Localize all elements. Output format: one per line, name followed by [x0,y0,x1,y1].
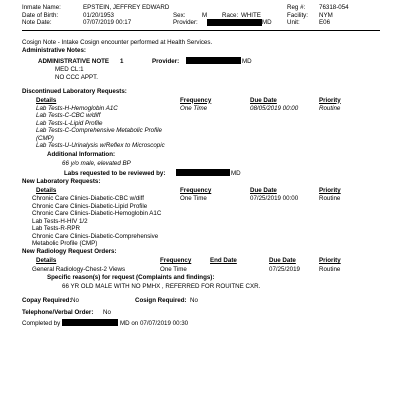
additional-info-text: 66 y/o male, elevated BP [62,159,131,167]
completed-suffix: MD on 07/07/2019 00:30 [120,319,189,327]
discontinued-row-details: Lab Tests-H-Hemoglobin A1C [36,104,118,112]
provider-redaction [207,19,262,26]
radiology-title: New Radiology Request Orders: [22,248,117,255]
radiology-col-details: Details [36,257,57,264]
completed-by-redaction [62,319,118,326]
reviewed-by-suffix: MD [231,170,241,177]
intro-text: Cosign Note - Intake Cosign encounter performed at Health Services. [22,39,213,46]
admin-provider-suffix: MD [242,58,252,65]
discontinued-row-priority: Routine [319,104,341,112]
reason-label: Specific reason(s) for request (Complaints and findings): [47,274,215,281]
new-lab-row-priority: Routine [319,195,341,202]
new-lab-row-details: Chronic Care Clinics-Diabetic-Hemoglobin A1C [32,210,162,217]
discontinued-row-frequency: One Time [180,104,208,112]
discontinued-col-frequency: Frequency [180,96,212,104]
discontinued-row-details: Lab Tests-L-Lipid Profile [36,119,103,127]
dob-label: Date of Birth: [22,11,59,19]
discontinued-row-details: (CMP) [36,134,54,142]
completed-label: Completed by [22,319,61,327]
new-lab-title: New Laboratory Requests: [22,178,101,185]
copay-value: No [71,297,79,304]
discontinued-row-details: Lab Tests-U-Urinalysis w/Reflex to Microscopic [36,142,165,149]
reg-value: 76318-054 [319,4,349,11]
inmate-name-label: Inmate Name: [22,4,61,11]
inmate-name-value: EPSTEIN, JEFFREY EDWARD [83,4,170,11]
reviewed-by-label: Labs requested to be reviewed by: [64,170,166,177]
copay-label: Copay Required: [22,297,72,304]
facility-label: Facility: [287,11,308,19]
new-lab-row-frequency: One Time [180,195,207,202]
race-value: WHITE [241,11,261,19]
new-lab-row-details: Chronic Care Clinics-Diabetic-CBC w/diff [32,195,144,202]
header-divider [22,30,380,31]
new-lab-row-details: Chronic Care Clinics-Diabetic-Lipid Profile [32,202,148,210]
reason-text: 66 YR OLD MALE WITH NO PMHX , REFERRED FOR ROUITNE CXR. [62,283,261,290]
cosign-label: Cosign Required: [135,297,187,304]
new-lab-col-due-date: Due Date [250,187,277,194]
discontinued-row-details: Lab Tests-C-CBC w/diff [36,112,101,119]
cosign-value: No [190,297,198,304]
new-lab-row-details: Chronic Care Clinics-Diabetic-Comprehensive [32,232,159,240]
note-date-value: 07/07/2019 00:17 [83,19,132,26]
discontinued-col-due-date: Due Date [250,96,277,104]
discontinued-title: Discontinued Laboratory Requests: [22,88,127,95]
new-lab-col-priority: Priority [319,187,341,194]
new-lab-row-details: Lab Tests-R-RPR [32,225,81,232]
admin-line: MED CL:1 [55,66,84,73]
sex-value: M [202,11,208,19]
new-lab-col-details: Details [36,187,57,194]
radiology-col-priority: Priority [319,257,341,264]
radiology-row-frequency: One Time [160,266,187,273]
unit-label: Unit: [287,19,300,26]
reg-label: Reg #: [287,4,306,11]
new-lab-row-details: Metabolic Profile (CMP) [32,240,98,247]
discontinued-col-details: Details [36,96,57,104]
radiology-row-due: 07/25/2019 [269,266,300,273]
radiology-row-priority: Routine [319,266,341,273]
radiology-col-end-date: End Date [210,257,237,264]
provider-label: Provider: [173,19,198,26]
new-lab-col-frequency: Frequency [180,187,212,194]
note-date-label: Note Date: [22,19,52,26]
race-label: Race: [222,11,239,19]
additional-info-label: Additional Information: [47,150,116,158]
radiology-col-due-date: Due Date [269,257,296,264]
discontinued-row-details: Lab Tests-C-Comprehensive Metabolic Profile [36,127,162,134]
facility-value: NYM [319,11,333,19]
admin-provider-redaction [186,57,241,64]
new-lab-row-due: 07/25/2019 00:00 [250,195,299,202]
telephone-label: Telephone/Verbal Order: [22,309,94,316]
provider-suffix: MD [262,19,272,26]
admin-provider-label: Provider: [152,58,180,65]
sex-label: Sex: [173,11,186,19]
admin-note-title: ADMINISTRATIVE NOTE [38,58,110,65]
radiology-col-frequency: Frequency [160,257,192,264]
unit-value: E06 [319,19,331,26]
admin-line: NO CCC APPT. [55,73,98,81]
admin-note-number: 1 [120,58,124,65]
discontinued-row-due: 08/05/2019 00:00 [250,104,299,112]
admin-notes-title: Administrative Notes: [22,47,86,54]
new-lab-row-details: Lab Tests-H-HIV 1/2 [32,217,88,225]
telephone-value: No [103,309,111,316]
dob-value: 01/20/1953 [83,11,114,19]
reviewed-by-redaction [176,169,230,176]
radiology-row-details: General Radiology-Chest-2 Views [32,266,126,273]
discontinued-col-priority: Priority [319,96,341,104]
